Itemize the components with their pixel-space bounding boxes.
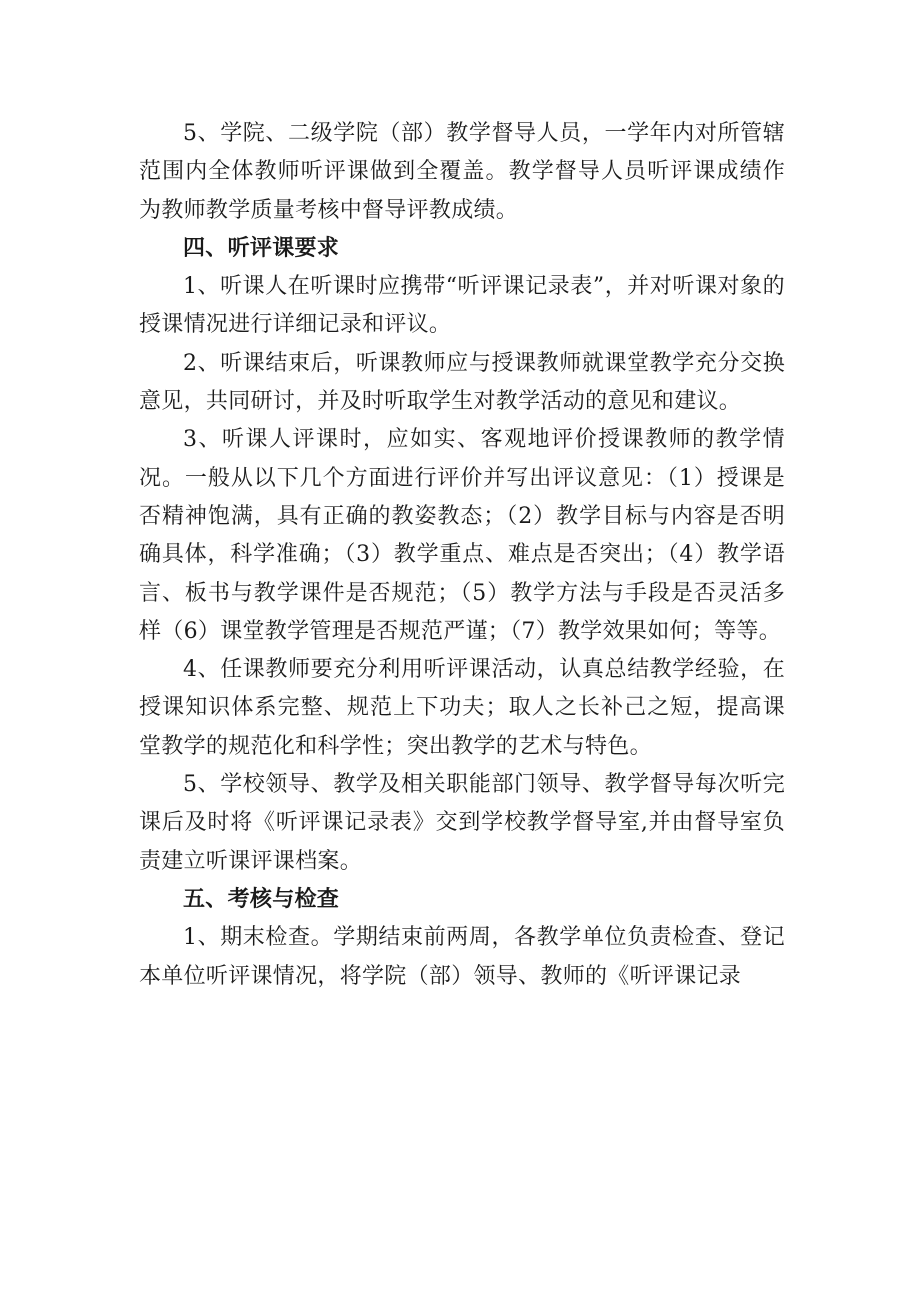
- paragraph-supervisor-coverage: 5、学院、二级学院（部）教学督导人员，一学年内对所管辖范围内全体教师听评课做到全覆盖。教学督导人员听评课成绩作为教师教学质量考核中督导评教成绩。: [139, 121, 785, 223]
- paragraph-submit-record: 5、学校领导、教学及相关职能部门领导、教学督导每次听完课后及时将《听评课记录表》交到学校教学督导室,并由督导室负责建立听课评课档案。: [139, 772, 785, 874]
- paragraph-exchange-opinions: 2、听课结束后，听课教师应与授课教师就课堂教学充分交换意见，共同研讨，并及时听取学生对教学活动的意见和建议。: [139, 350, 785, 415]
- document-page: [139, 115, 785, 996]
- paragraph-teacher-improvement: 4、任课教师要充分利用听评课活动，认真总结教学经验，在授课知识体系完整、规范上下功夫；取人之长补己之短，提高课堂教学的规范化和科学性；突出教学的艺术与特色。: [139, 657, 785, 759]
- paragraph-record-form: 1、听课人在听课时应携带“听评课记录表”，并对听课对象的授课情况进行详细记录和评议。: [139, 274, 785, 338]
- section-heading-assessment: 五、考核与检查: [183, 886, 340, 912]
- paragraph-evaluation-criteria: 3、听课人评课时，应如实、客观地评价授课教师的教学情况。一般从以下几个方面进行评价并写出评议意见：（1）授课是否精神饱满，具有正确的教姿教态；（2）教学目标与内容是否明确具体，科学准确；（3）教学重点、难点是否突出；（4）教学语言、板书与教学课件是否规范；（5）教学方法与手段是否灵活多样（6）课堂教学管理是否规范严谨；（7）教学效果如何；等等。: [139, 427, 785, 644]
- section-heading-requirements: 四、听评课要求: [183, 235, 340, 261]
- paragraph-final-check: 1、期末检查。学期结束前两周，各教学单位负责检查、登记本单位听评课情况，将学院（部）领导、教师的《听评课记录: [139, 925, 785, 989]
